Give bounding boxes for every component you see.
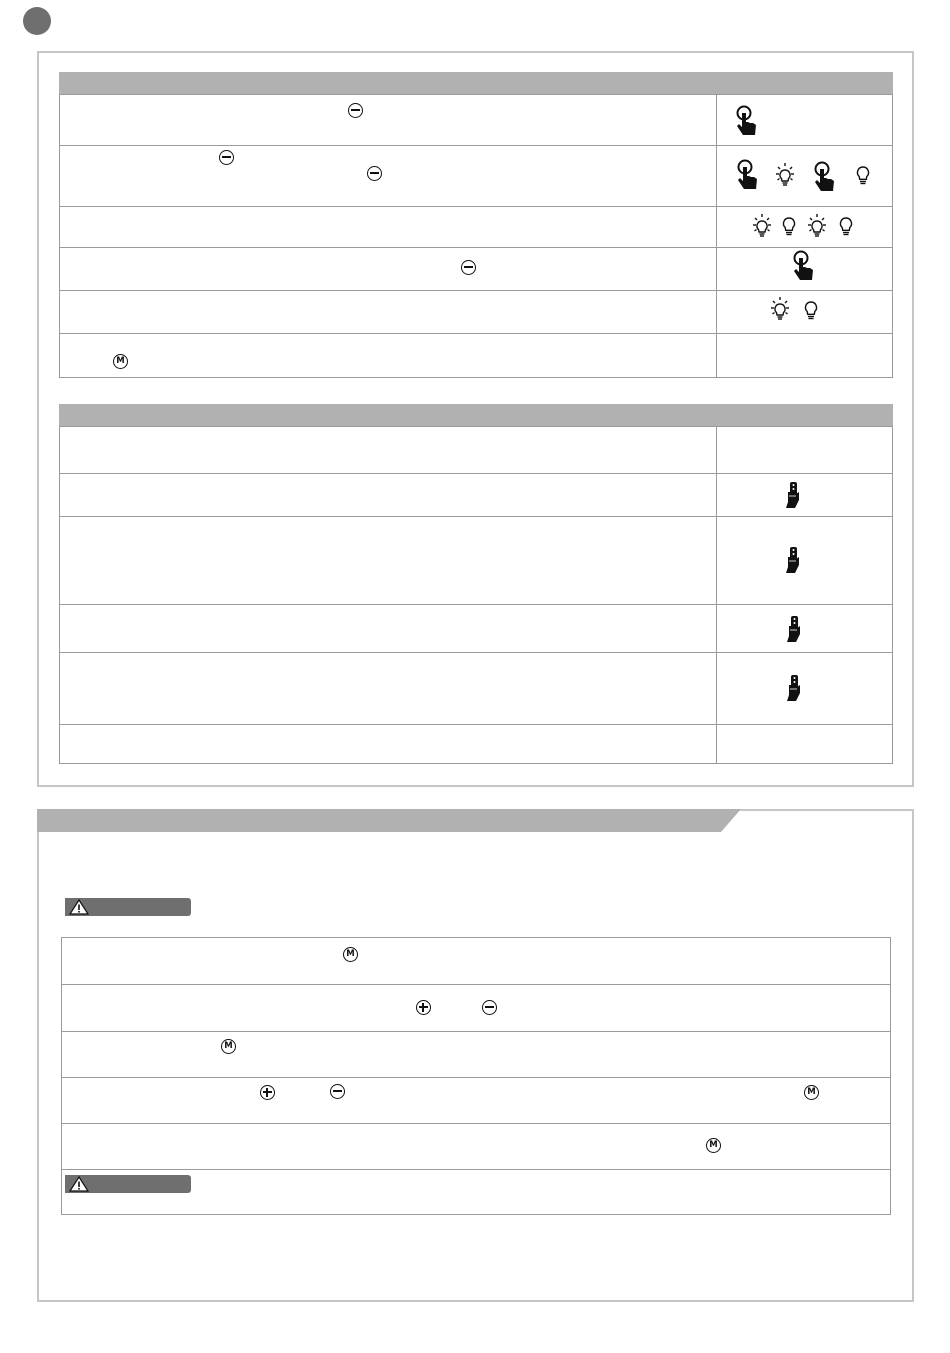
table-row [62,1031,890,1077]
bulb-off-icon [853,163,873,189]
table-row [60,516,892,604]
minus-button-icon [482,1000,497,1015]
m-button-icon: M [113,354,128,369]
plus-button-icon [416,1000,431,1015]
settings-steps-table [61,937,891,1215]
warning-tag [65,898,191,916]
table-row [60,724,892,764]
bulb-on-icon [804,213,830,241]
table-row [60,94,892,145]
minus-button-icon [367,166,382,181]
bulb-on-icon [767,296,793,324]
remote-table [59,404,893,764]
warning-icon [69,899,89,915]
bulb-on-icon [772,162,798,190]
m-button-icon: M [706,1138,721,1153]
table-row [62,1123,890,1169]
minus-button-icon [461,260,476,275]
table-row [60,473,892,516]
plus-button-icon [260,1085,275,1100]
table-row [60,333,892,378]
minus-button-icon [219,150,234,165]
programming-table-header [59,72,893,94]
hand-remote-icon [783,545,803,575]
m-button-icon: M [804,1085,819,1100]
m-button-icon: M [221,1039,236,1054]
bulb-off-icon [836,214,856,240]
minus-button-icon [330,1084,345,1099]
bulb-off-icon [779,214,799,240]
bulb-off-icon [801,298,821,324]
table-row [62,938,890,984]
hand-remote-icon [783,480,803,510]
hand-remote-icon [784,673,804,703]
table-row [62,984,890,1031]
table-row [62,1077,890,1123]
remote-table-header [59,404,893,426]
table-row [60,247,892,290]
settings-banner [37,809,742,832]
m-button-icon: M [343,947,358,962]
section-badge [23,7,51,35]
hand-remote-icon [784,614,804,644]
finger-press-icon [813,161,837,193]
table-row [60,426,892,473]
table-row [60,652,892,724]
finger-press-icon [792,250,816,282]
warning-tag [65,1175,191,1193]
warning-icon [69,1176,89,1192]
minus-button-icon [348,103,363,118]
table-row [60,604,892,652]
table-row [60,145,892,206]
bulb-on-icon [749,213,775,241]
finger-press-icon [736,159,760,191]
finger-press-icon [735,105,759,137]
